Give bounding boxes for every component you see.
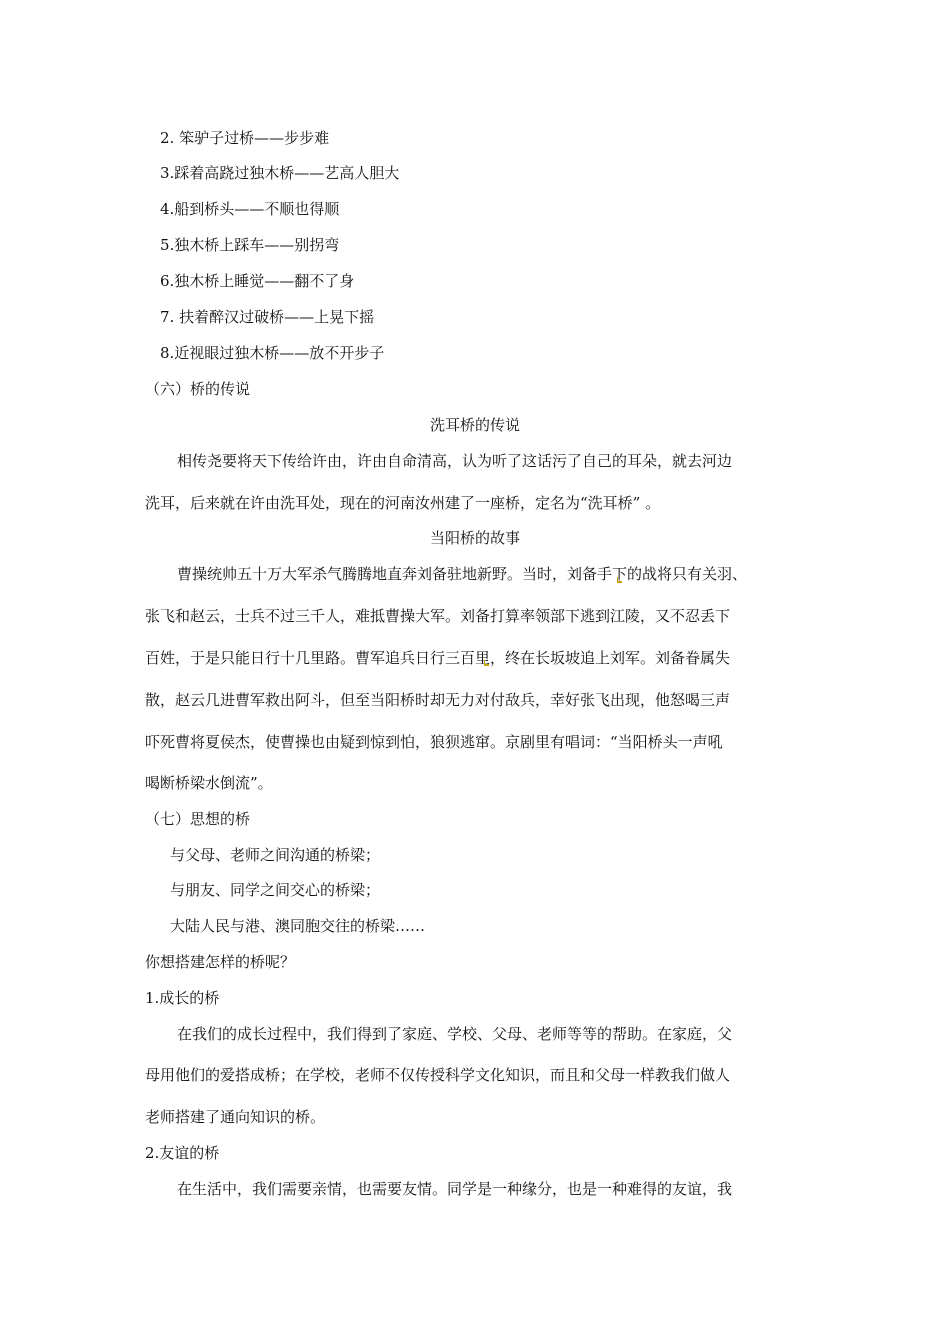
paragraph-line: 喝断桥梁水倒流”。 — [145, 774, 273, 792]
section-heading: （七）思想的桥 — [145, 810, 251, 828]
xiehouyu-item: 5.独木桥上踩车——别拐弯 — [160, 236, 340, 254]
bridge-item: 与朋友、同学之间交心的桥梁； — [170, 881, 381, 899]
xiehouyu-item: 6.独木桥上睡觉——翻不了身 — [160, 272, 355, 290]
paragraph-line: 在生活中，我们需要亲情，也需要友情。同学是一种缘分，也是一种难得的友谊，我 — [177, 1180, 733, 1198]
paragraph-line: 母用他们的爱搭成桥；在学校，老师不仅传授科学文化知识，而且和父母一样教我们做人 — [145, 1066, 731, 1084]
edit-mark — [617, 577, 622, 583]
section-heading: （六）桥的传说 — [145, 380, 251, 398]
bridge-item: 与父母、老师之间沟通的桥梁； — [170, 846, 381, 864]
paragraph-line: 吓死曹将夏侯杰，使曹操也由疑到惊到怕，狼狈逃窜。京剧里有唱词：“当阳桥头一声吼 — [145, 733, 723, 751]
xiehouyu-item: 3.踩着高跷过独木桥——艺高人胆大 — [160, 164, 400, 182]
story-title: 当阳桥的故事 — [429, 529, 520, 547]
edit-mark — [484, 660, 489, 666]
xiehouyu-item: 7. 扶着醉汉过破桥——上晃下摇 — [160, 308, 375, 326]
paragraph-line: 老师搭建了通向知识的桥。 — [145, 1108, 326, 1126]
subsection-heading: 1.成长的桥 — [145, 989, 220, 1007]
xiehouyu-item: 2. 笨驴子过桥——步步难 — [160, 129, 330, 147]
paragraph-line: 曹操统帅五十万大军杀气腾腾地直奔刘备驻地新野。当时，刘备手下的战将只有关羽、 — [177, 565, 748, 583]
bridge-item: 大陆人民与港、澳同胞交往的桥梁…… — [170, 917, 426, 935]
paragraph-line: 百姓，于是只能日行十几里路。曹军追兵日行三百里，终在长坂坡追上刘军。刘备眷属失 — [145, 649, 731, 667]
story-title: 洗耳桥的传说 — [429, 416, 520, 434]
paragraph-line: 相传尧要将天下传给许由，许由自命清高，认为听了这话污了自己的耳朵，就去河边 — [177, 452, 733, 470]
question-line: 你想搭建怎样的桥呢？ — [145, 953, 296, 971]
paragraph-line: 在我们的成长过程中，我们得到了家庭、学校、父母、老师等等的帮助。在家庭，父 — [177, 1025, 733, 1043]
subsection-heading: 2.友谊的桥 — [145, 1144, 220, 1162]
paragraph-line: 散，赵云几进曹军救出阿斗，但至当阳桥时却无力对付敌兵，幸好张飞出现，他怒喝三声 — [145, 691, 731, 709]
paragraph-line: 张飞和赵云，士兵不过三千人，难抵曹操大军。刘备打算率领部下逃到江陵，又不忍丢下 — [145, 607, 731, 625]
xiehouyu-item: 8.近视眼过独木桥——放不开步子 — [160, 344, 385, 362]
xiehouyu-item: 4.船到桥头——不顺也得顺 — [160, 200, 340, 218]
paragraph-line: 洗耳，后来就在许由洗耳处，现在的河南汝州建了一座桥，定名为“洗耳桥” 。 — [145, 494, 661, 512]
